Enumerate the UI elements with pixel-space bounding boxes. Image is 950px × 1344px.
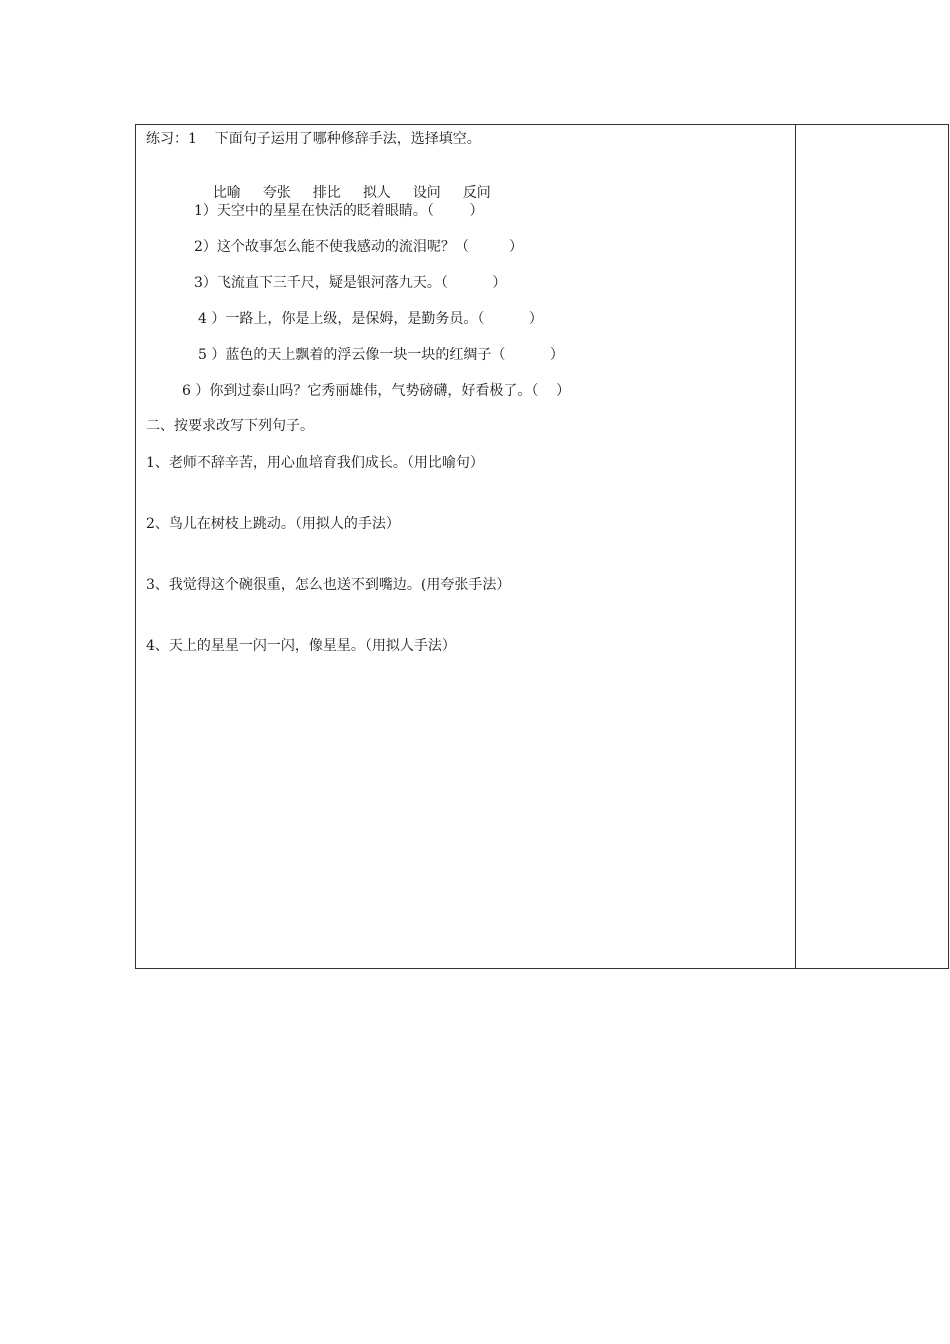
exercise-item: 3）飞流直下三千尺，疑是银河落九天。（ ） (194, 275, 507, 291)
worksheet-table (135, 124, 949, 969)
rewrite-item: 4、天上的星星一闪一闪，像星星。（用拟人手法） (146, 638, 456, 654)
rewrite-item: 3、我觉得这个碗很重，怎么也送不到嘴边。(用夸张手法） (146, 577, 511, 593)
rewrite-title: 二、按要求改写下列句子。 (146, 418, 314, 434)
exercise-item: 2）这个故事怎么能不使我感动的流泪呢？（ ） (194, 239, 523, 255)
option-metaphor: 比喻 (212, 185, 241, 201)
option-reverse-question: 反问 (462, 185, 491, 201)
exercise-title: 练习：1 下面句子运用了哪种修辞手法，选择填空。 (146, 131, 481, 147)
exercise-item: 6 ）你到过泰山吗？它秀丽雄伟，气势磅礴，好看极了。（ ） (182, 383, 571, 399)
option-exaggeration: 夸张 (262, 185, 291, 201)
rewrite-item: 1、老师不辞辛苦，用心血培育我们成长。（用比喻句） (146, 455, 484, 471)
option-rhetorical-question: 设问 (412, 185, 441, 201)
option-parallelism: 排比 (312, 185, 341, 201)
option-personification: 拟人 (362, 185, 391, 201)
exercise-item: 1）天空中的星星在快活的眨着眼睛。（ ） (194, 203, 484, 219)
exercise-item: 5 ）蓝色的天上飘着的浮云像一块一块的红绸子（ ） (198, 347, 564, 363)
rewrite-item: 2、鸟儿在树枝上跳动。（用拟人的手法） (146, 516, 400, 532)
column-divider (795, 125, 796, 968)
exercise-item: 4 ）一路上，你是上级，是保姆，是勤务员。（ ） (198, 311, 543, 327)
